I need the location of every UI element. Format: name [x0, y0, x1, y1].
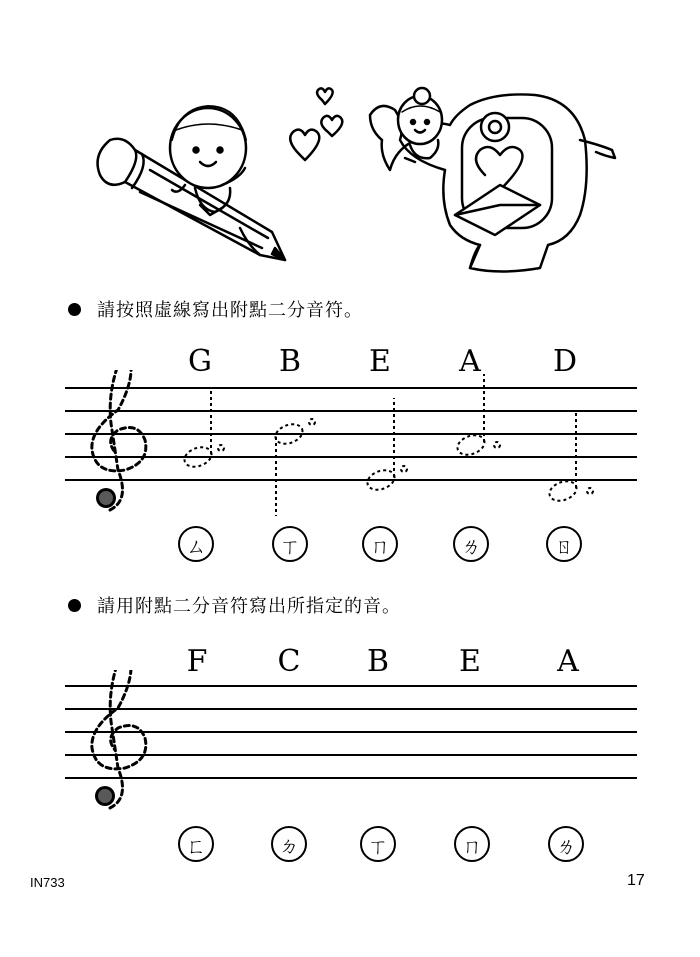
treble-clef-icon: [92, 370, 146, 510]
zhuyin-circle: ㄒ: [272, 526, 308, 562]
clef-dot-icon: [96, 488, 116, 508]
note-A-icon: [455, 374, 500, 458]
note-letter: A: [459, 344, 481, 379]
heart-icon: [321, 116, 342, 136]
section2-instruction: 請用附點二分音符寫出所指定的音。: [97, 596, 401, 617]
note-letter: A: [557, 644, 579, 679]
zhuyin-circle: ㄌ: [548, 826, 584, 862]
zhuyin-circle: ㄒ: [360, 826, 396, 862]
zhuyin-circle: ㄙ: [178, 526, 214, 562]
header-illustration: [0, 0, 700, 290]
note-letter: D: [552, 344, 578, 379]
section2-instruction-row: [68, 592, 401, 618]
note-letter: C: [277, 644, 301, 679]
note-letter: E: [369, 344, 391, 379]
page-number: 17: [627, 872, 645, 889]
zhuyin-circle: ㄉ: [271, 826, 307, 862]
treble-clef-icon: [92, 670, 146, 808]
heart-icon: [290, 130, 319, 160]
zhuyin-circle: ㄇ: [362, 526, 398, 562]
bullet-icon: [68, 303, 81, 316]
staff-1: [0, 370, 700, 530]
note-letter: B: [366, 644, 390, 679]
clef-dot-icon: [95, 786, 115, 806]
section1-instruction-row: [68, 296, 363, 322]
note-E-icon: [365, 398, 407, 493]
zhuyin-circle: ㄌ: [453, 526, 489, 562]
note-G-icon: [182, 390, 224, 470]
zhuyin-circle: ㄇ: [454, 826, 490, 862]
note-D-icon: [547, 412, 593, 504]
note-letter: G: [188, 344, 212, 379]
zhuyin-circle: ㄖ: [546, 526, 582, 562]
note-letter: F: [186, 644, 208, 679]
zhuyin-circle: ㄈ: [178, 826, 214, 862]
dotted-half-notes: [182, 374, 593, 516]
bullet-icon: [68, 599, 81, 612]
note-letter: B: [278, 344, 302, 379]
staff-2: [0, 670, 700, 830]
heart-icon: [317, 88, 333, 104]
section1-instruction: 請按照虛線寫出附點二分音符。: [97, 300, 363, 321]
book-code: IN733: [30, 875, 65, 890]
note-letter: E: [459, 644, 481, 679]
